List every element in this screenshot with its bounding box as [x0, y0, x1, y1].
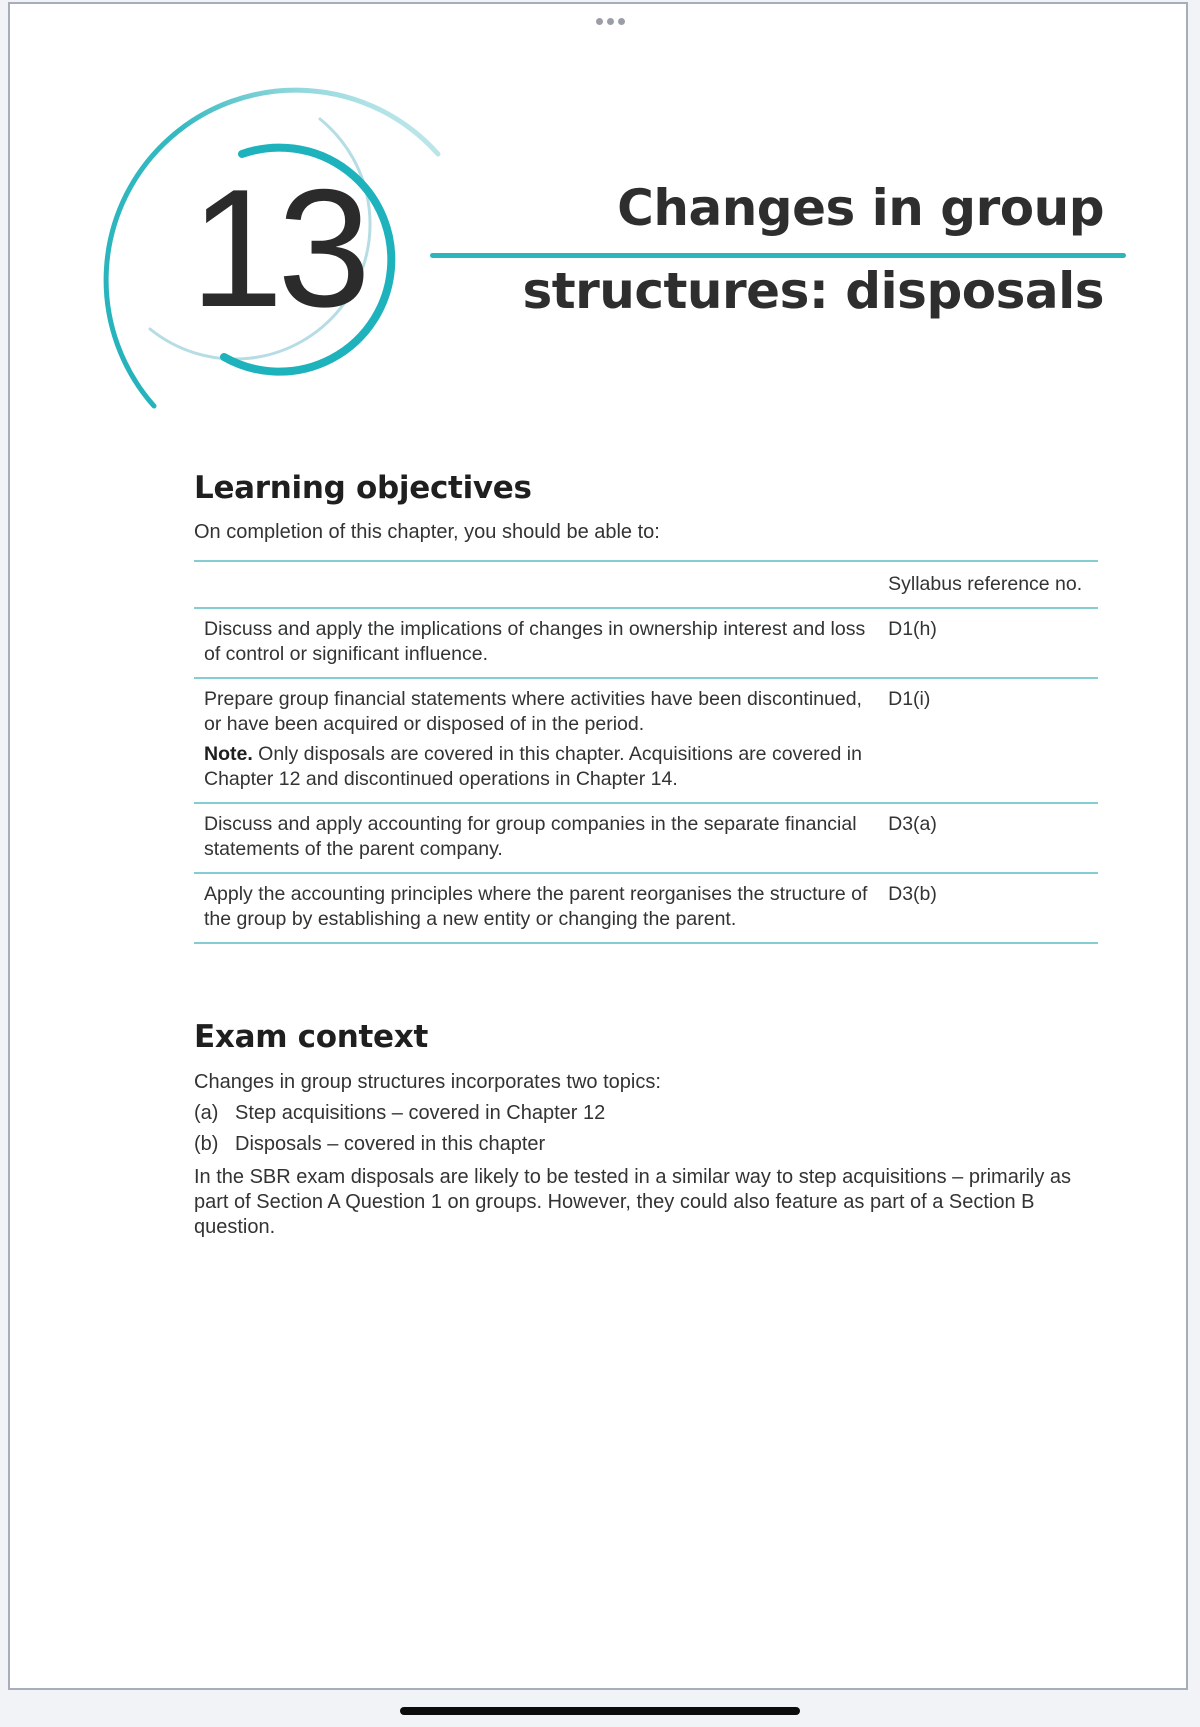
- note-label: Note.: [204, 743, 253, 765]
- list-marker: (b): [194, 1133, 219, 1155]
- exam-context-paragraph: In the SBR exam disposals are likely to be tested in a similar way to step acquisitions – primarily as part of Section A Question 1 on groups. However, they could also feature as part of a Section B question.: [194, 1166, 1072, 1238]
- learning-objectives-heading: Learning objectives: [194, 470, 532, 506]
- objective-reference: D3(a): [888, 803, 1098, 873]
- header-syllabus-reference: Syllabus reference no.: [888, 561, 1098, 608]
- table-row: [194, 678, 1098, 803]
- document-page: [8, 2, 1188, 1690]
- table-row: [194, 803, 1098, 873]
- list-item: [194, 1101, 605, 1126]
- home-indicator[interactable]: [400, 1707, 800, 1715]
- exam-context-intro: Changes in group structures incorporates two topics:: [194, 1071, 661, 1093]
- objective-description: Apply the accounting principles where the parent reorganises the structure of the group by establishing a new entity or changing the parent.: [194, 873, 888, 943]
- objective-description-cell: [194, 678, 888, 803]
- list-text: Step acquisitions – covered in Chapter 12: [235, 1102, 606, 1124]
- table-row: [194, 873, 1098, 943]
- objective-description: Prepare group financial statements where activities have been discontinued, or have been acquired or disposed of in the period.: [204, 688, 862, 735]
- chapter-title-line-2: structures: disposals: [522, 262, 1104, 320]
- chapter-number: 13: [190, 154, 365, 342]
- list-text: Disposals – covered in this chapter: [235, 1133, 546, 1155]
- note-text: Only disposals are covered in this chapter. Acquisitions are covered in Chapter 12 and discontinued operations in Chapter 14.: [204, 743, 862, 790]
- objective-reference: D1(h): [888, 608, 1098, 678]
- list-item: [194, 1132, 545, 1157]
- objective-description: Discuss and apply the implications of changes in ownership interest and loss of control or significant influence.: [194, 608, 888, 678]
- more-options-icon[interactable]: [590, 14, 630, 28]
- learning-objectives-intro: On completion of this chapter, you should be able to:: [194, 521, 660, 543]
- objective-reference: D1(i): [888, 678, 1098, 803]
- header-description: [194, 561, 888, 608]
- exam-context-heading: Exam context: [194, 1019, 428, 1055]
- learning-objectives-table: [194, 560, 1098, 944]
- objective-note: [204, 742, 870, 792]
- chapter-title-line-1: Changes in group: [617, 179, 1104, 237]
- title-divider: [430, 253, 1126, 258]
- table-row: [194, 608, 1098, 678]
- table-header-row: [194, 561, 1098, 608]
- objective-description: Discuss and apply accounting for group companies in the separate financial statements of the parent company.: [194, 803, 888, 873]
- objective-reference: D3(b): [888, 873, 1098, 943]
- list-marker: (a): [194, 1102, 219, 1124]
